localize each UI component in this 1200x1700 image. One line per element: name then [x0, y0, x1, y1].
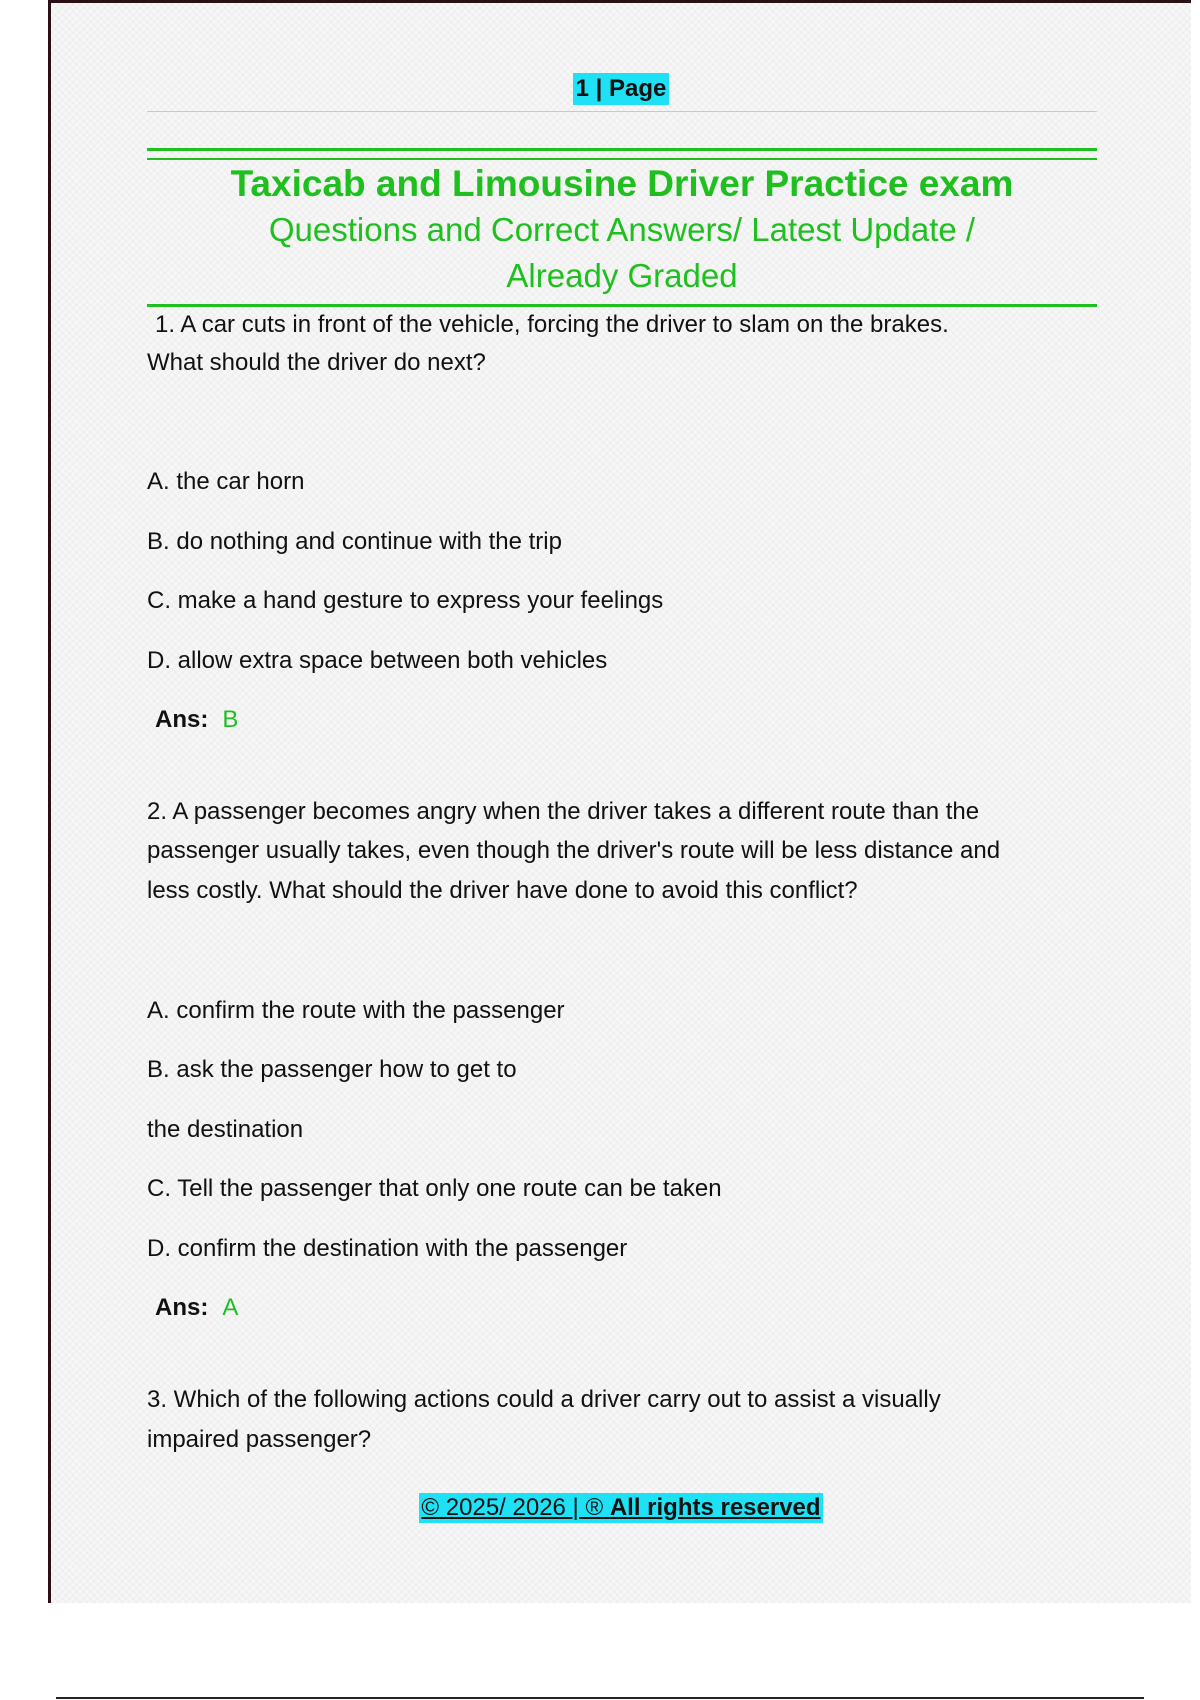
copyright-notice — [419, 1493, 822, 1523]
answer-label: Ans: — [155, 706, 209, 733]
title-subtitle-line2: Already Graded — [506, 257, 738, 294]
question-2-answer — [155, 1288, 1105, 1327]
question-2-line-1: 2. A passenger becomes angry when the driver takes a different route than the — [147, 798, 980, 825]
question-1-option-a: A. the car horn — [147, 468, 305, 495]
question-2-option-a: A. confirm the route with the passenger — [147, 997, 565, 1024]
question-3-line-2: impaired passenger? — [147, 1426, 372, 1453]
question-1-option-b: B. do nothing and continue with the trip — [147, 528, 562, 555]
document-page — [48, 0, 1191, 1603]
question-1-line-1: 1. A car cuts in front of the vehicle, forcing the driver to slam on the brakes. — [155, 311, 949, 338]
question-1-option-c: C. make a hand gesture to express your feelings — [147, 587, 664, 614]
header-divider — [147, 111, 1097, 112]
question-2-line-3: less costly. What should the driver have done to avoid this conflict? — [147, 877, 858, 904]
document-title — [147, 161, 1097, 299]
question-3-line-1: 3. Which of the following actions could a driver carry out to assist a visually — [147, 1386, 941, 1413]
title-main: Taxicab and Limousine Driver Practice exam — [230, 163, 1014, 204]
copyright-years: © 2025/ 2026 | ® — [421, 1494, 610, 1521]
answer-label: Ans: — [155, 1294, 209, 1321]
answer-value: B — [222, 706, 239, 733]
title-top-rule — [147, 148, 1097, 151]
question-2-option-d: D. confirm the destination with the passenger — [147, 1235, 628, 1262]
title-top-rule-secondary — [147, 158, 1097, 160]
question-1-option-d: D. allow extra space between both vehicles — [147, 647, 608, 674]
question-2-option-b: B. ask the passenger how to get to — [147, 1056, 517, 1083]
page-header — [51, 73, 1191, 105]
question-1-answer — [155, 700, 1105, 739]
question-2-option-c: C. Tell the passenger that only one route can be taken — [147, 1175, 722, 1202]
rights-reserved: All rights reserved — [609, 1494, 821, 1521]
question-1-line-2: What should the driver do next? — [147, 349, 486, 376]
question-2-line-2: passenger usually takes, even though the driver's route will be less distance and — [147, 837, 1001, 864]
page-footer — [51, 1493, 1191, 1523]
question-2-option-b-continued: the destination — [147, 1116, 304, 1143]
page-number: 1 | Page — [573, 73, 670, 105]
bottom-divider — [56, 1697, 1144, 1699]
title-subtitle-line1: Questions and Correct Answers/ Latest Update / — [268, 211, 976, 248]
answer-value: A — [222, 1294, 239, 1321]
